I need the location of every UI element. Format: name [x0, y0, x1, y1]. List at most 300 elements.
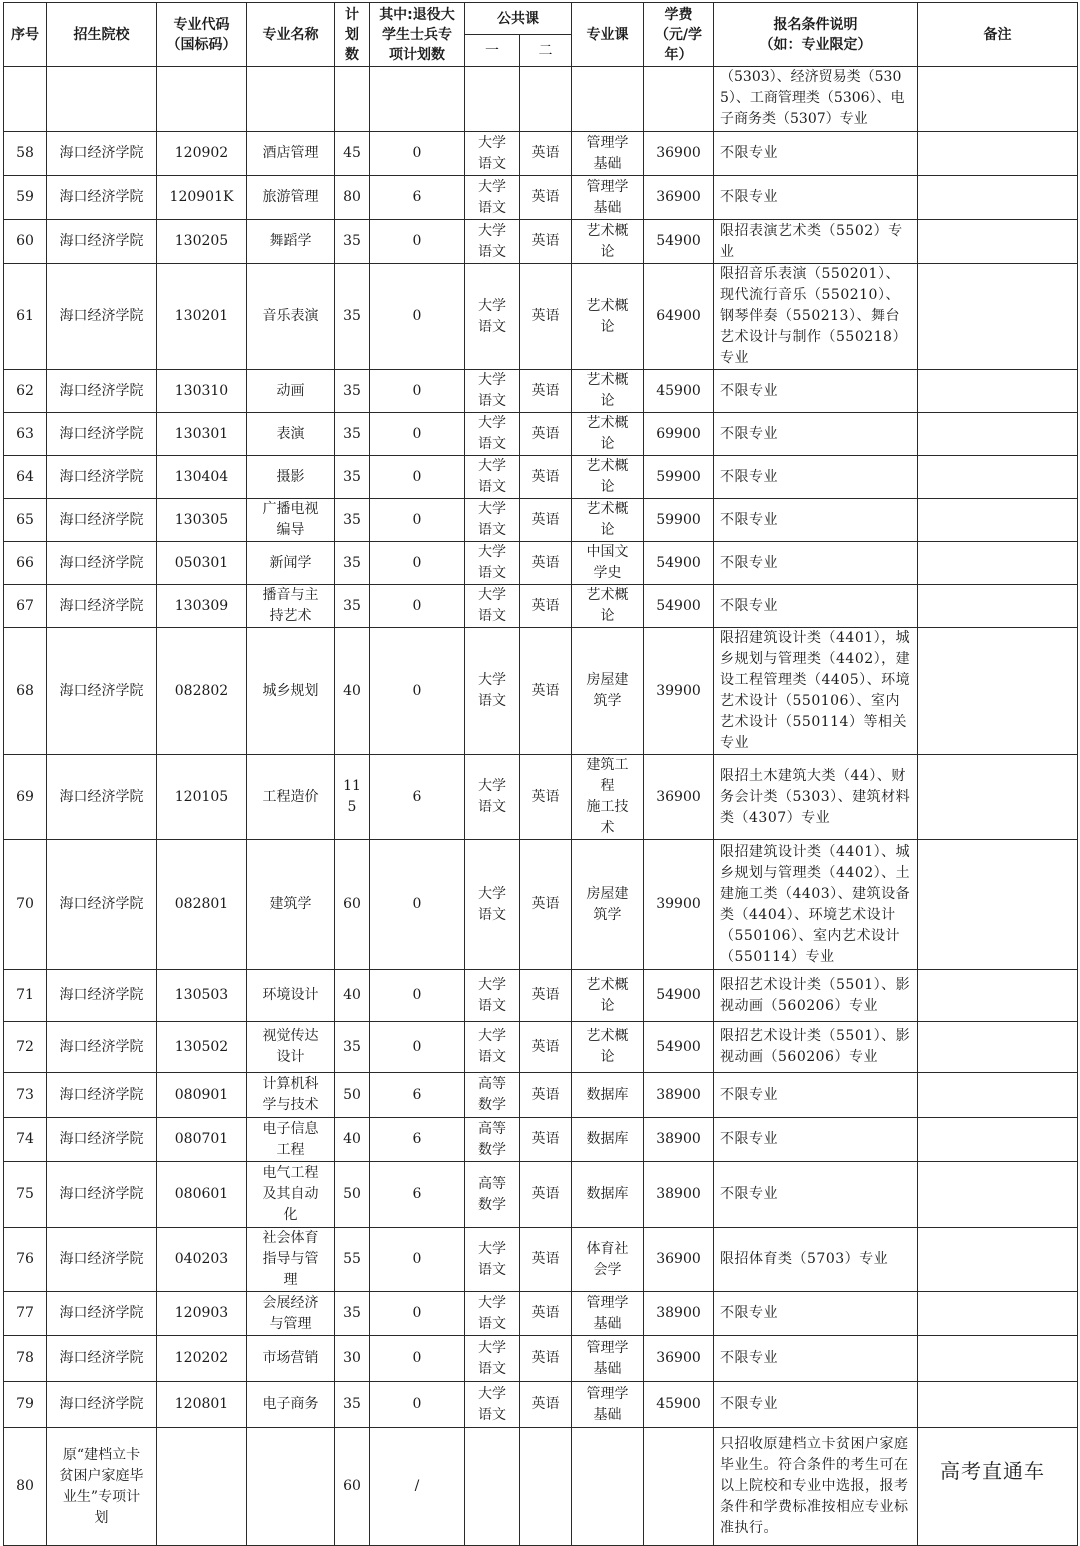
- school-name: 海口经济学院: [47, 1022, 157, 1073]
- remark: [918, 585, 1078, 628]
- major-code: 120901K: [157, 176, 247, 220]
- public-course-1: 大学 语文: [465, 542, 520, 585]
- tuition-fee: 45900: [644, 1382, 714, 1428]
- professional-course: 数据库: [572, 1118, 644, 1162]
- remark: [918, 755, 1078, 840]
- condition: 不限专业: [714, 499, 918, 542]
- professional-course: 管理学 基础: [572, 1336, 644, 1382]
- table-row: [4, 542, 1078, 585]
- plan-count: 50: [335, 1073, 370, 1118]
- tuition-fee: 39900: [644, 840, 714, 970]
- school-name: 海口经济学院: [47, 1382, 157, 1428]
- row-number: 74: [4, 1118, 47, 1162]
- school-name: 海口经济学院: [47, 1073, 157, 1118]
- remark: [918, 1022, 1078, 1073]
- condition: 不限专业: [714, 1118, 918, 1162]
- school-name: 海口经济学院: [47, 132, 157, 176]
- table-row: [4, 1073, 1078, 1118]
- professional-course: 管理学 基础: [572, 176, 644, 220]
- major-name: 播音与主 持艺术: [247, 585, 335, 628]
- tuition-fee: 39900: [644, 628, 714, 755]
- professional-course: 艺术概 论: [572, 499, 644, 542]
- public-course-2: 英语: [520, 755, 572, 840]
- professional-course: 艺术概 论: [572, 413, 644, 456]
- table-row: [4, 1118, 1078, 1162]
- header-condition: 报名条件说明 （如：专业限定）: [714, 3, 918, 67]
- professional-course: [572, 1428, 644, 1546]
- remark: [918, 1118, 1078, 1162]
- tuition-fee: 54900: [644, 1022, 714, 1073]
- tuition-fee: 64900: [644, 264, 714, 370]
- public-course-2: 英语: [520, 456, 572, 499]
- table-row: [4, 1292, 1078, 1336]
- professional-course: 体育社 会学: [572, 1228, 644, 1292]
- condition: 不限专业: [714, 370, 918, 413]
- table-row: [4, 456, 1078, 499]
- public-course-1: 高等 数学: [465, 1162, 520, 1228]
- professional-course: 管理学 基础: [572, 132, 644, 176]
- remark: [918, 220, 1078, 264]
- major-name: 音乐表演: [247, 264, 335, 370]
- plan-count: 11 5: [335, 755, 370, 840]
- major-name: 新闻学: [247, 542, 335, 585]
- veteran-count: 0: [370, 1292, 465, 1336]
- table-row: [4, 1022, 1078, 1073]
- table-row: [4, 220, 1078, 264]
- condition: 限招土木建筑大类（44）、财务会计类（5303）、建筑材料类（4307）专业: [714, 755, 918, 840]
- table-row: [4, 1162, 1078, 1228]
- header-plan: 计 划 数: [335, 3, 370, 67]
- major-name: 会展经济 与管理: [247, 1292, 335, 1336]
- remark: [918, 1292, 1078, 1336]
- header-professional: 专业课: [572, 3, 644, 67]
- professional-course: 数据库: [572, 1073, 644, 1118]
- veteran-count: 0: [370, 628, 465, 755]
- plan-count: 45: [335, 132, 370, 176]
- school-name: 海口经济学院: [47, 456, 157, 499]
- public-course-1: 大学 语文: [465, 264, 520, 370]
- school-name: 海口经济学院: [47, 370, 157, 413]
- school-name: 海口经济学院: [47, 585, 157, 628]
- major-name: 建筑学: [247, 840, 335, 970]
- school-name: 海口经济学院: [47, 413, 157, 456]
- veteran-count: 6: [370, 176, 465, 220]
- row-number: 80: [4, 1428, 47, 1546]
- major-code: 050301: [157, 542, 247, 585]
- major-name: 表演: [247, 413, 335, 456]
- remark: [918, 1428, 1078, 1546]
- row-number: 79: [4, 1382, 47, 1428]
- remark: [918, 132, 1078, 176]
- public-course-1: 大学 语文: [465, 1228, 520, 1292]
- veteran-count: 0: [370, 542, 465, 585]
- major-code: 130201: [157, 264, 247, 370]
- professional-course: 中国文 学史: [572, 542, 644, 585]
- professional-course: 艺术概 论: [572, 1022, 644, 1073]
- tuition-fee: 54900: [644, 542, 714, 585]
- major-name: 广播电视 编导: [247, 499, 335, 542]
- plan-count: 55: [335, 1228, 370, 1292]
- tuition-fee: 54900: [644, 220, 714, 264]
- plan-count: 80: [335, 176, 370, 220]
- major-name: 动画: [247, 370, 335, 413]
- header-public: 公共课: [465, 3, 572, 35]
- row-number: 66: [4, 542, 47, 585]
- public-course-2: 英语: [520, 628, 572, 755]
- public-course-2: 英语: [520, 1382, 572, 1428]
- continuation-condition: （5303）、经济贸易类（5305）、工商管理类（5306）、电子商务类（5307）专业: [714, 67, 918, 132]
- school-name: 海口经济学院: [47, 499, 157, 542]
- veteran-count: 0: [370, 264, 465, 370]
- plan-count: 40: [335, 970, 370, 1022]
- major-name: 电子商务: [247, 1382, 335, 1428]
- remark: [918, 970, 1078, 1022]
- professional-course: 房屋建 筑学: [572, 628, 644, 755]
- tuition-fee: 59900: [644, 456, 714, 499]
- public-course-1: 高等 数学: [465, 1118, 520, 1162]
- tuition-fee: 38900: [644, 1118, 714, 1162]
- tuition-fee: 36900: [644, 132, 714, 176]
- header-veteran: 其中:退役大 学生士兵专 项计划数: [370, 3, 465, 67]
- tuition-fee: 36900: [644, 1336, 714, 1382]
- table-row: [4, 499, 1078, 542]
- major-name: 电气工程 及其自动 化: [247, 1162, 335, 1228]
- veteran-count: 0: [370, 220, 465, 264]
- remark: [918, 1382, 1078, 1428]
- condition: 不限专业: [714, 585, 918, 628]
- condition: 不限专业: [714, 176, 918, 220]
- major-name: 酒店管理: [247, 132, 335, 176]
- tuition-fee: 69900: [644, 413, 714, 456]
- major-name: 城乡规划: [247, 628, 335, 755]
- school-name: 海口经济学院: [47, 628, 157, 755]
- condition: 限招表演艺术类（5502）专业: [714, 220, 918, 264]
- row-number: 65: [4, 499, 47, 542]
- remark: [918, 413, 1078, 456]
- table-row: [4, 970, 1078, 1022]
- public-course-1: 大学 语文: [465, 970, 520, 1022]
- remark: [918, 176, 1078, 220]
- public-course-2: 英语: [520, 220, 572, 264]
- plan-count: 40: [335, 1118, 370, 1162]
- table-row: [4, 1382, 1078, 1428]
- major-name: 电子信息 工程: [247, 1118, 335, 1162]
- public-course-2: 英语: [520, 970, 572, 1022]
- remark: [918, 456, 1078, 499]
- veteran-count: 6: [370, 1162, 465, 1228]
- public-course-1: 高等 数学: [465, 1073, 520, 1118]
- condition: 不限专业: [714, 132, 918, 176]
- major-code: 130404: [157, 456, 247, 499]
- school-name: 海口经济学院: [47, 1292, 157, 1336]
- plan-count: 35: [335, 456, 370, 499]
- plan-count: 35: [335, 264, 370, 370]
- remark: [918, 1162, 1078, 1228]
- table-row: [4, 1228, 1078, 1292]
- plan-count: 60: [335, 840, 370, 970]
- veteran-count: 0: [370, 413, 465, 456]
- row-number: 70: [4, 840, 47, 970]
- table-row: [4, 1428, 1078, 1546]
- major-code: [157, 1428, 247, 1546]
- public-course-1: 大学 语文: [465, 1382, 520, 1428]
- condition: 不限专业: [714, 1382, 918, 1428]
- public-course-2: 英语: [520, 1336, 572, 1382]
- professional-course: 房屋建 筑学: [572, 840, 644, 970]
- public-course-2: 英语: [520, 840, 572, 970]
- table-body: [4, 67, 1078, 1546]
- tuition-fee: 36900: [644, 755, 714, 840]
- header-code: 专业代码 （国标码）: [157, 3, 247, 67]
- condition: 不限专业: [714, 1292, 918, 1336]
- veteran-count: 0: [370, 499, 465, 542]
- tuition-fee: 36900: [644, 176, 714, 220]
- table-row: [4, 176, 1078, 220]
- veteran-count: 0: [370, 1022, 465, 1073]
- veteran-count: 0: [370, 132, 465, 176]
- school-name: 海口经济学院: [47, 1118, 157, 1162]
- plan-count: 35: [335, 1292, 370, 1336]
- public-course-2: 英语: [520, 132, 572, 176]
- plan-count: 30: [335, 1336, 370, 1382]
- plan-count: 35: [335, 499, 370, 542]
- row-number: 71: [4, 970, 47, 1022]
- public-course-1: 大学 语文: [465, 755, 520, 840]
- major-code: 120903: [157, 1292, 247, 1336]
- condition: 限招建筑设计类（4401），城乡规划与管理类（4402），建设工程管理类（4405）、环境艺术设计（550106）、室内艺术设计（550114）等相关专业: [714, 628, 918, 755]
- row-number: 73: [4, 1073, 47, 1118]
- major-name: 社会体育 指导与管 理: [247, 1228, 335, 1292]
- professional-course: 艺术概 论: [572, 220, 644, 264]
- major-name: [247, 1428, 335, 1546]
- table-row: [4, 628, 1078, 755]
- row-number: 69: [4, 755, 47, 840]
- continuation-row: [4, 67, 1078, 132]
- row-number: 63: [4, 413, 47, 456]
- major-code: 130502: [157, 1022, 247, 1073]
- remark: [918, 1228, 1078, 1292]
- row-number: 67: [4, 585, 47, 628]
- major-code: 120801: [157, 1382, 247, 1428]
- major-code: 130305: [157, 499, 247, 542]
- major-code: 080701: [157, 1118, 247, 1162]
- public-course-2: 英语: [520, 1022, 572, 1073]
- school-name: 海口经济学院: [47, 1336, 157, 1382]
- watermark-text: 高考直通车: [940, 1459, 1045, 1483]
- public-course-1: 大学 语文: [465, 840, 520, 970]
- veteran-count: 0: [370, 1336, 465, 1382]
- condition: 不限专业: [714, 1336, 918, 1382]
- professional-course: 艺术概 论: [572, 370, 644, 413]
- row-number: 62: [4, 370, 47, 413]
- public-course-1: 大学 语文: [465, 176, 520, 220]
- tuition-fee: 38900: [644, 1073, 714, 1118]
- plan-count: 35: [335, 220, 370, 264]
- professional-course: 艺术概 论: [572, 970, 644, 1022]
- public-course-2: 英语: [520, 264, 572, 370]
- header-public-one: 一: [465, 35, 520, 67]
- school-name: 海口经济学院: [47, 176, 157, 220]
- major-code: 130301: [157, 413, 247, 456]
- public-course-2: 英语: [520, 1292, 572, 1336]
- table-row: [4, 132, 1078, 176]
- tuition-fee: 38900: [644, 1162, 714, 1228]
- table-row: [4, 413, 1078, 456]
- major-code: 040203: [157, 1228, 247, 1292]
- condition: 限招体育类（5703）专业: [714, 1228, 918, 1292]
- public-course-2: 英语: [520, 1228, 572, 1292]
- major-name: 环境设计: [247, 970, 335, 1022]
- tuition-fee: [644, 1428, 714, 1546]
- row-number: 76: [4, 1228, 47, 1292]
- professional-course: 数据库: [572, 1162, 644, 1228]
- condition: 不限专业: [714, 542, 918, 585]
- remark: [918, 370, 1078, 413]
- header-remark: 备注: [918, 3, 1078, 67]
- major-code: 082801: [157, 840, 247, 970]
- tuition-fee: 54900: [644, 585, 714, 628]
- school-name: 海口经济学院: [47, 970, 157, 1022]
- major-code: 130503: [157, 970, 247, 1022]
- public-course-1: 大学 语文: [465, 370, 520, 413]
- veteran-count: /: [370, 1428, 465, 1546]
- public-course-1: 大学 语文: [465, 132, 520, 176]
- condition: 不限专业: [714, 1073, 918, 1118]
- public-course-2: 英语: [520, 542, 572, 585]
- plan-count: 35: [335, 1382, 370, 1428]
- row-number: 60: [4, 220, 47, 264]
- school-name: 海口经济学院: [47, 542, 157, 585]
- header-school: 招生院校: [47, 3, 157, 67]
- veteran-count: 6: [370, 1118, 465, 1162]
- major-code: 130205: [157, 220, 247, 264]
- row-number: 77: [4, 1292, 47, 1336]
- public-course-2: 英语: [520, 1162, 572, 1228]
- public-course-1: 大学 语文: [465, 413, 520, 456]
- row-number: 72: [4, 1022, 47, 1073]
- plan-count: 40: [335, 628, 370, 755]
- condition: 只招收原建档立卡贫困户家庭毕业生。符合条件的考生可在以上院校和专业中选报，报考条件和学费标准按相应专业标准执行。: [714, 1428, 918, 1546]
- public-course-1: 大学 语文: [465, 456, 520, 499]
- public-course-1: 大学 语文: [465, 1292, 520, 1336]
- tuition-fee: 38900: [644, 1292, 714, 1336]
- remark: [918, 499, 1078, 542]
- condition: 不限专业: [714, 413, 918, 456]
- major-code: 120105: [157, 755, 247, 840]
- professional-course: 建筑工 程 施工技 术: [572, 755, 644, 840]
- condition: 限招艺术设计类（5501）、影视动画（560206）专业: [714, 1022, 918, 1073]
- major-code: 120202: [157, 1336, 247, 1382]
- veteran-count: 0: [370, 970, 465, 1022]
- major-name: 计算机科 学与技术: [247, 1073, 335, 1118]
- veteran-count: 6: [370, 755, 465, 840]
- condition: 限招艺术设计类（5501）、影视动画（560206）专业: [714, 970, 918, 1022]
- tuition-fee: 59900: [644, 499, 714, 542]
- remark: [918, 1073, 1078, 1118]
- tuition-fee: 54900: [644, 970, 714, 1022]
- public-course-1: 大学 语文: [465, 628, 520, 755]
- school-name: 海口经济学院: [47, 264, 157, 370]
- row-number: 78: [4, 1336, 47, 1382]
- table-row: [4, 755, 1078, 840]
- remark: [918, 840, 1078, 970]
- major-name: 视觉传达 设计: [247, 1022, 335, 1073]
- public-course-2: [520, 1428, 572, 1546]
- remark: [918, 1336, 1078, 1382]
- public-course-1: 大学 语文: [465, 1022, 520, 1073]
- major-code: 130309: [157, 585, 247, 628]
- row-number: 61: [4, 264, 47, 370]
- condition: 限招建筑设计类（4401）、城乡规划与管理类（4402）、土建施工类（4403）、建筑设备类（4404）、环境艺术设计（550106）、室内艺术设计（550114）专业: [714, 840, 918, 970]
- major-name: 旅游管理: [247, 176, 335, 220]
- row-number: 64: [4, 456, 47, 499]
- professional-course: 艺术概 论: [572, 456, 644, 499]
- school-name: 海口经济学院: [47, 840, 157, 970]
- public-course-1: 大学 语文: [465, 499, 520, 542]
- condition: 不限专业: [714, 456, 918, 499]
- plan-count: 35: [335, 585, 370, 628]
- school-name: 海口经济学院: [47, 1162, 157, 1228]
- public-course-1: [465, 1428, 520, 1546]
- public-course-1: 大学 语文: [465, 220, 520, 264]
- public-course-2: 英语: [520, 499, 572, 542]
- tuition-fee: 45900: [644, 370, 714, 413]
- row-number: 68: [4, 628, 47, 755]
- professional-course: 管理学 基础: [572, 1382, 644, 1428]
- table-row: [4, 840, 1078, 970]
- veteran-count: 0: [370, 456, 465, 499]
- header-major: 专业名称: [247, 3, 335, 67]
- major-code: 080601: [157, 1162, 247, 1228]
- table-row: [4, 264, 1078, 370]
- professional-course: 管理学 基础: [572, 1292, 644, 1336]
- plan-count: 35: [335, 370, 370, 413]
- header-fee: 学费 （元/学 年）: [644, 3, 714, 67]
- public-course-2: 英语: [520, 585, 572, 628]
- enrollment-plan-table: [3, 2, 1078, 1546]
- header-no: 序号: [4, 3, 47, 67]
- veteran-count: 0: [370, 1382, 465, 1428]
- table-row: [4, 1336, 1078, 1382]
- table-row: [4, 585, 1078, 628]
- plan-count: 35: [335, 542, 370, 585]
- public-course-1: 大学 语文: [465, 585, 520, 628]
- public-course-2: 英语: [520, 1073, 572, 1118]
- plan-count: 50: [335, 1162, 370, 1228]
- public-course-2: 英语: [520, 1118, 572, 1162]
- veteran-count: 0: [370, 585, 465, 628]
- public-course-1: 大学 语文: [465, 1336, 520, 1382]
- plan-count: 60: [335, 1428, 370, 1546]
- public-course-2: 英语: [520, 176, 572, 220]
- remark: [918, 542, 1078, 585]
- header-public-two: 二: [520, 35, 572, 67]
- public-course-2: 英语: [520, 413, 572, 456]
- major-name: 摄影: [247, 456, 335, 499]
- table-row: [4, 370, 1078, 413]
- condition: 不限专业: [714, 1162, 918, 1228]
- school-name: 海口经济学院: [47, 1228, 157, 1292]
- row-number: 59: [4, 176, 47, 220]
- plan-count: 35: [335, 1022, 370, 1073]
- plan-count: 35: [335, 413, 370, 456]
- veteran-count: 0: [370, 370, 465, 413]
- veteran-count: 0: [370, 1228, 465, 1292]
- row-number: 58: [4, 132, 47, 176]
- school-name: 原“建档立卡 贫困户家庭毕 业生”专项计 划: [47, 1428, 157, 1546]
- condition: 限招音乐表演（550201）、现代流行音乐（550210）、钢琴伴奏（550213）、舞台艺术设计与制作（550218）专业: [714, 264, 918, 370]
- veteran-count: 0: [370, 840, 465, 970]
